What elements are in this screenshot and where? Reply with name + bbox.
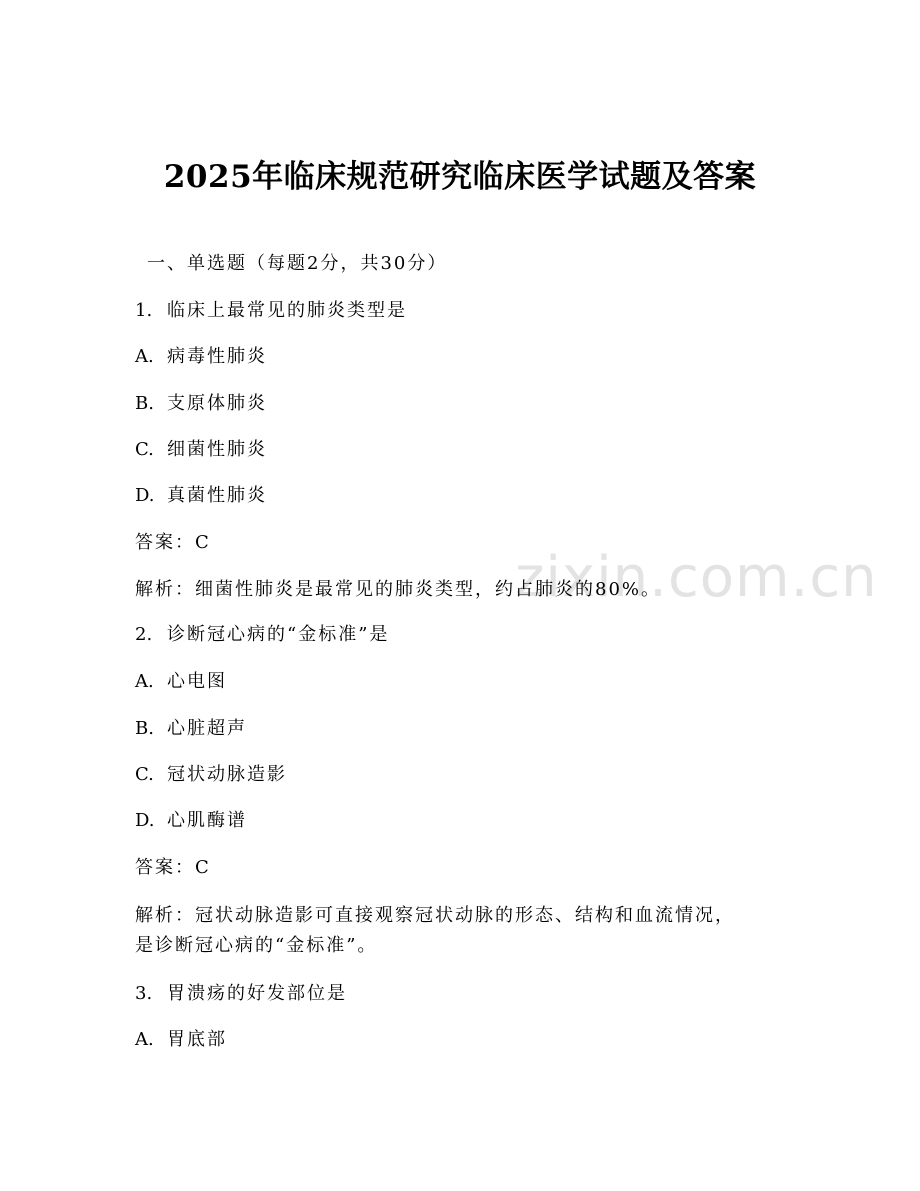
question-number: 1. [135,300,153,321]
watermark: zixin.com.cn [515,545,878,610]
option-key: A. [135,1029,154,1050]
option-text: 冠状动脉造影 [167,764,287,785]
option-row [135,391,267,417]
option-text: 病毒性肺炎 [167,346,267,367]
explanation-line: 解析：细菌性肺炎是最常见的肺炎类型，约占肺炎的80%。 [135,579,662,600]
option-row [135,1027,227,1053]
question-stem [135,622,389,648]
option-key: C. [135,764,154,785]
option-text: 心肌酶谱 [167,810,247,831]
option-key: D. [135,810,155,831]
option-key: D. [135,485,155,506]
option-row [135,483,267,509]
option-row [135,762,287,788]
option-row [135,669,227,695]
option-row [135,716,247,742]
question-text: 胃溃疡的好发部位是 [167,983,347,1004]
option-key: A. [135,671,154,692]
answer-line: 答案：C [135,532,211,553]
explanation-line: 是诊断冠心病的“金标准”。 [135,935,378,956]
option-row [135,344,267,370]
explanation-line: 解析：冠状动脉造影可直接观察冠状动脉的形态、结构和血流情况， [135,905,735,926]
option-text: 胃底部 [167,1029,227,1050]
question-text: 临床上最常见的肺炎类型是 [167,300,407,321]
option-key: B. [135,718,154,739]
option-key: C. [135,439,154,460]
option-text: 支原体肺炎 [167,393,267,414]
option-text: 心电图 [167,671,227,692]
question-stem [135,298,407,324]
option-text: 真菌性肺炎 [167,485,267,506]
question-stem [135,981,347,1007]
option-text: 心脏超声 [167,718,247,739]
option-row [135,437,267,463]
answer-line: 答案：C [135,857,211,878]
section-heading: 一、单选题（每题2分，共30分） [147,253,448,274]
option-row [135,808,247,834]
question-number: 2. [135,624,153,645]
document-title: 2025年临床规范研究临床医学试题及答案 [163,159,757,195]
option-key: B. [135,393,154,414]
option-key: A. [135,346,154,367]
question-number: 3. [135,983,153,1004]
question-text: 诊断冠心病的“金标准”是 [167,624,390,645]
option-text: 细菌性肺炎 [167,439,267,460]
